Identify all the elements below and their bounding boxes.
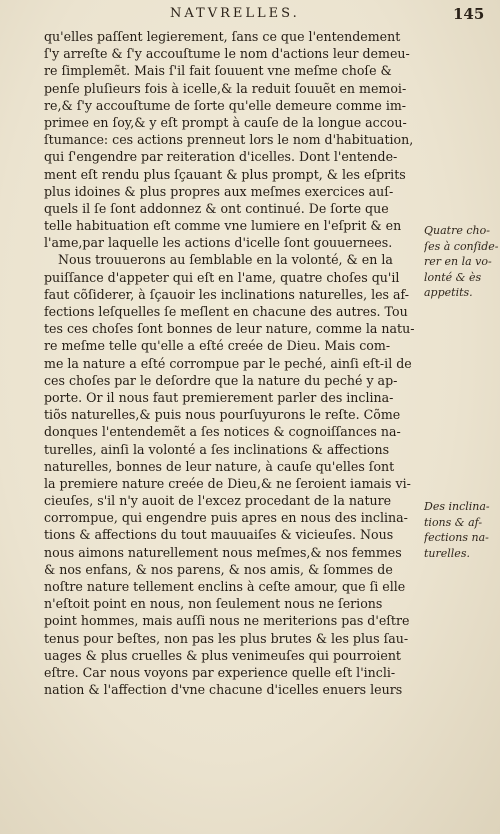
margin-note-line: appetits. <box>424 286 473 299</box>
body-line: qu'elles paſſent legierement, ſans ce que l'entendement <box>44 29 401 44</box>
body-line: telle habituation eſt comme vne lumiere en l'eſprit & en <box>44 218 402 234</box>
body-line: cieuſes, s'il n'y auoit de l'excez procedant de la nature <box>44 493 392 509</box>
body-line: n'eſtoit point en nous, non ſeulement nous ne ſerions <box>44 596 383 612</box>
body-line: penſe pluſieurs fois à icelle,& la reduit ſouuẽt en memoi- <box>44 80 407 96</box>
body-line: corrompue, qui engendre puis apres en nous des inclina- <box>44 510 408 526</box>
body-line: tenus pour beſtes, non pas les plus brutes & les plus ſau- <box>44 630 409 646</box>
body-line: primee en ſoy,& y eſt prompt à cauſe de la longue accou- <box>44 114 407 130</box>
page-number: 145 <box>453 5 485 23</box>
body-line: re,& ſ'y accouſtume de ſorte qu'elle demeure comme im- <box>44 97 407 113</box>
margin-note-line: rer en la vo- <box>424 255 492 268</box>
margin-note-four-things <box>424 223 500 301</box>
margin-note-line: Quatre cho- <box>424 224 490 237</box>
body-line: eſtre. Car nous voyons par experience quelle eſt l'incli- <box>44 664 396 680</box>
body-line: ſtumance: ces actions prenneut lors le nom d'habituation, <box>44 132 414 148</box>
body-line: tes ces choſes ſont bonnes de leur nature, comme la natu- <box>44 321 415 337</box>
body-line: nous aimons naturellement nous meſmes,& nos femmes <box>44 544 402 560</box>
body-line: plus idoines & plus propres aux meſmes exercices auſ- <box>44 183 394 199</box>
body-line: naturelles, bonnes de leur nature, à cauſe qu'elles ſont <box>44 458 395 474</box>
body-line: turelles, ainſi la volonté a ſes inclinations & affections <box>44 441 390 457</box>
margin-note-line: Des inclina- <box>424 500 490 513</box>
body-line: faut cõſiderer, à ſçauoir les inclinations naturelles, les af- <box>44 286 410 302</box>
body-line: re meſme telle qu'elle a eſté creée de Dieu. Mais com- <box>44 338 391 354</box>
body-line: l'ame,par laquelle les actions d'icelle ſont gouuernees. <box>44 235 393 251</box>
body-line: ment eſt rendu plus ſçauant & plus prompt, & les eſprits <box>44 166 406 182</box>
body-line: qui ſ'engendre par reiteration d'icelles. Dont l'entende- <box>44 149 398 165</box>
margin-note-line: lonté & ès <box>424 270 482 284</box>
body-line: la premiere nature creée de Dieu,& ne ſeroient iamais vi- <box>44 475 411 491</box>
margin-note-line: ſes à conſide- <box>424 239 499 253</box>
margin-note-line: fections na- <box>424 531 489 544</box>
body-line: donques l'entendemẽt a ſes notices & cognoiſſances na- <box>44 424 401 440</box>
running-head: NATVRELLES. <box>170 6 300 21</box>
body-line: tiõs naturelles,& puis nous pourſuyurons le reſte. Cõme <box>44 407 401 423</box>
body-line: & nos enfans, & nos parens, & nos amis, & ſommes de <box>44 561 393 577</box>
body-line: me la nature a eſté corrompue par le peché, ainſi eſt-il de <box>44 355 412 371</box>
body-line: noſtre nature tellement enclins à ceſte amour, que ſi elle <box>44 579 406 594</box>
body-text <box>44 28 424 698</box>
body-line: uages & plus cruelles & plus venimeuſes qui pourroient <box>44 647 401 663</box>
body-line: nation & l'affection d'vne chacune d'icelles enuers leurs <box>44 682 403 698</box>
body-line: fections leſquelles ſe meſlent en chacune des autres. Tou <box>44 304 408 319</box>
body-line: ſ'y arreſte & ſ'y accouſtume le nom d'actions leur demeu- <box>44 46 410 62</box>
body-line: quels il ſe ſont addonnez & ont continué. De ſorte que <box>44 200 389 216</box>
margin-note-natural-inclinations <box>424 499 500 561</box>
body-line: Nous trouuerons au ſemblable en la volonté, & en la <box>58 252 393 268</box>
body-line: ces choſes par le deſordre que la nature du peché y ap- <box>44 372 398 388</box>
body-line: porte. Or il nous faut premierement parler des inclina- <box>44 389 394 405</box>
body-line: puiſſance d'appeter qui eſt en l'ame, quatre choſes qu'il <box>44 269 400 285</box>
margin-note-line: turelles. <box>424 546 470 560</box>
body-line: point hommes, mais auſſi nous ne meriterions pas d'eſtre <box>44 613 410 629</box>
body-line: re ſimplemẽt. Mais ſ'il fait ſouuent vne meſme choſe & <box>44 63 392 79</box>
margin-note-line: tions & af- <box>424 515 483 529</box>
body-line: tions & affections du tout mauuaiſes & vicieuſes. Nous <box>44 527 394 543</box>
